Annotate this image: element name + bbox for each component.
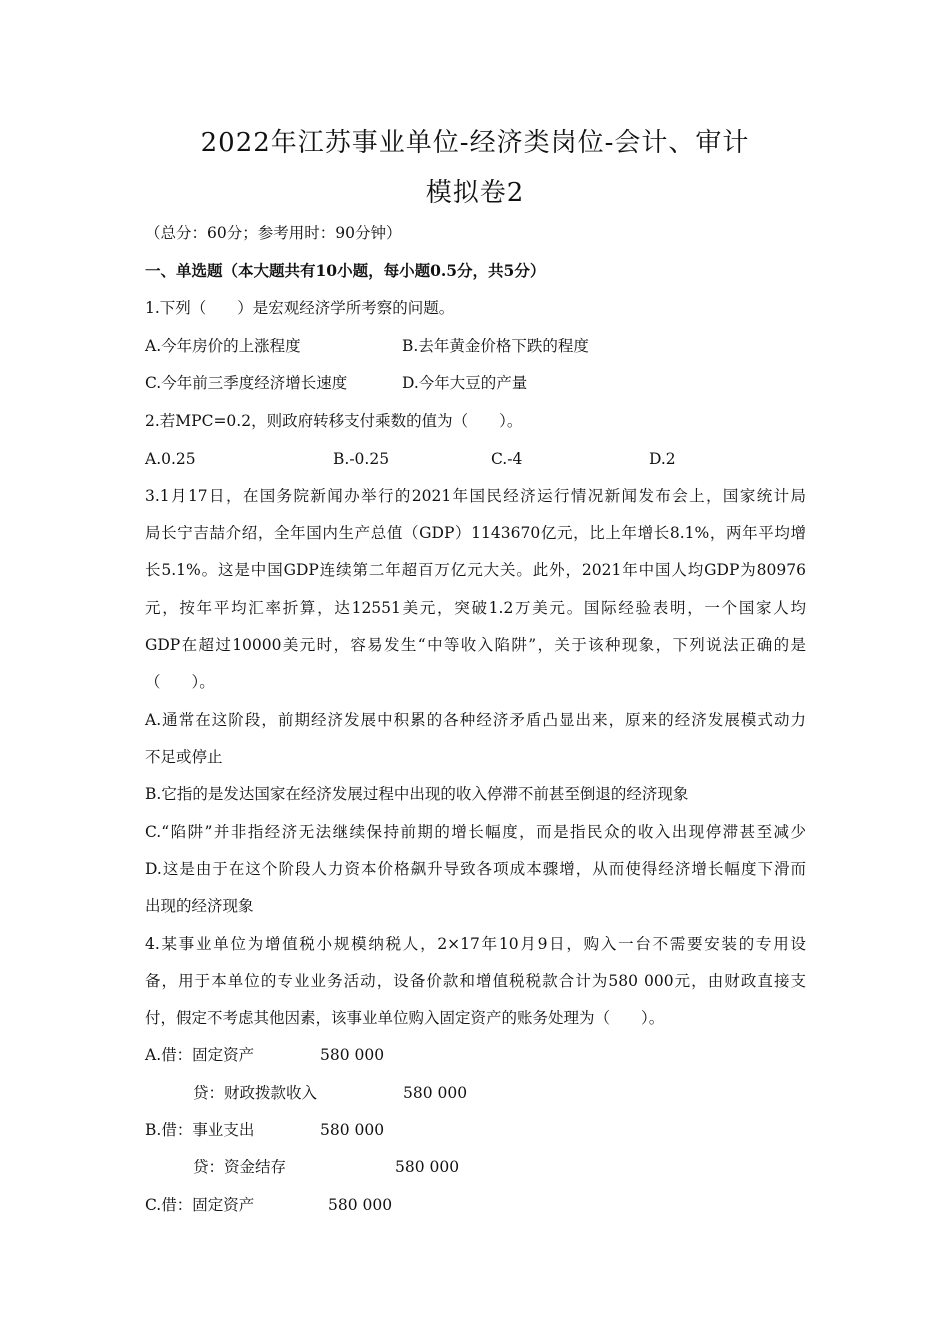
q4-option-b-credit: 贷：资金结存 xyxy=(193,1158,287,1176)
q2-option-c: C.-4 xyxy=(491,450,523,468)
q4-stem-line2: 备，用于本单位的专业业务活动，设备价款和增值税税款合计为580 000元，由财政直接支 xyxy=(145,972,806,990)
q4-stem-line1: 4.某事业单位为增值税小规模纳税人，2×17年10月9日，购入一台不需要安装的专用设 xyxy=(145,935,806,953)
q2-stem: 2.若MPC=0.2，则政府转移支付乘数的值为（ ）。 xyxy=(145,412,523,430)
section-heading: 一、单选题（本大题共有10小题，每小题0.5分，共5分） xyxy=(145,261,546,280)
q4-option-a-debit: A.借：固定资产 xyxy=(145,1046,255,1064)
q2-option-b: B.-0.25 xyxy=(333,450,390,468)
q2-option-a: A.0.25 xyxy=(145,450,196,468)
doc-title-line2: 模拟卷2 xyxy=(425,178,525,208)
q3-stem-line6: （ ）。 xyxy=(145,673,215,691)
q1-option-a: A.今年房价的上涨程度 xyxy=(145,337,301,355)
q4-option-c-debit: C.借：固定资产 xyxy=(145,1196,255,1214)
q1-stem: 1.下列（ ）是宏观经济学所考察的问题。 xyxy=(145,299,455,317)
q1-option-b: B.去年黄金价格下跌的程度 xyxy=(402,337,589,355)
q3-option-d-line1: D.这是由于在这个阶段人力资本价格飙升导致各项成本骤增，从而使得经济增长幅度下滑而 xyxy=(145,860,806,878)
q3-option-b: B.它指的是发达国家在经济发展过程中出现的收入停滞不前甚至倒退的经济现象 xyxy=(145,785,689,803)
q1-option-c: C.今年前三季度经济增长速度 xyxy=(145,374,348,392)
q1-option-d: D.今年大豆的产量 xyxy=(402,374,528,392)
q3-option-d-line2: 出现的经济现象 xyxy=(145,897,254,915)
q3-stem-line1: 3.1月17日，在国务院新闻办举行的2021年国民经济运行情况新闻发布会上，国家统计局 xyxy=(145,487,806,505)
q4-stem-line3: 付，假定不考虑其他因素，该事业单位购入固定资产的账务处理为（ ）。 xyxy=(145,1009,665,1027)
q3-stem-line3: 长5.1%。这是中国GDP连续第二年超百万亿元大关。此外，2021年中国人均GDP为80976 xyxy=(145,561,806,579)
q4-option-a-credit-amount: 580 000 xyxy=(403,1084,468,1102)
doc-title-line1: 2022年江苏事业单位-经济类岗位-会计、审计 xyxy=(200,128,750,158)
q4-option-b-credit-amount: 580 000 xyxy=(395,1158,460,1176)
q4-option-c-debit-amount: 580 000 xyxy=(328,1196,393,1214)
q3-option-c: C.“陷阱”并非指经济无法继续保持前期的增长幅度，而是指民众的收入出现停滞甚至减少 xyxy=(145,823,806,841)
q3-option-a-line2: 不足或停止 xyxy=(145,748,223,766)
q3-stem-line4: 元，按年平均汇率折算，达12551美元，突破1.2万美元。国际经验表明，一个国家人均 xyxy=(145,599,806,617)
q3-stem-line5: GDP在超过10000美元时，容易发生“中等收入陷阱”，关于该种现象，下列说法正确的是 xyxy=(145,636,806,654)
q4-option-b-debit: B.借：事业支出 xyxy=(145,1121,255,1139)
q2-option-d: D.2 xyxy=(649,450,676,468)
q4-option-b-debit-amount: 580 000 xyxy=(320,1121,385,1139)
exam-meta: （总分：60分；参考用时：90分钟） xyxy=(145,224,402,242)
q3-stem-line2: 局长宁吉喆介绍，全年国内生产总值（GDP）1143670亿元，比上年增长8.1%，两年平均增 xyxy=(145,524,806,542)
q3-option-a-line1: A.通常在这阶段，前期经济发展中积累的各种经济矛盾凸显出来，原来的经济发展模式动力 xyxy=(145,711,806,729)
q4-option-a-credit: 贷：财政拨款收入 xyxy=(193,1084,318,1102)
q4-option-a-debit-amount: 580 000 xyxy=(320,1046,385,1064)
